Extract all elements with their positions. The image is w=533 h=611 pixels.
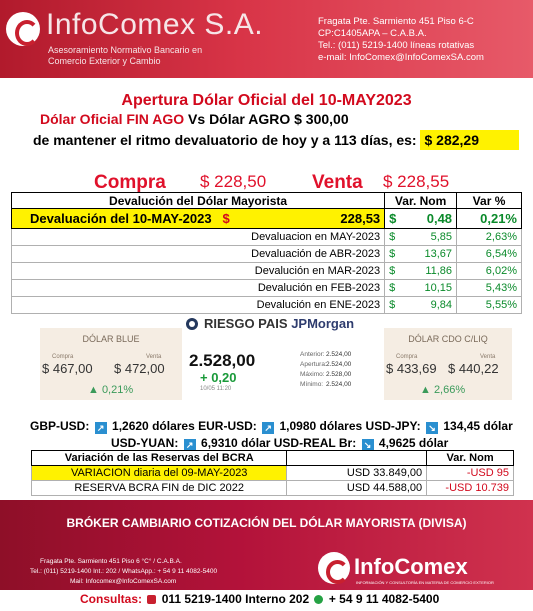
currency-sign: $	[389, 248, 396, 260]
footer-banner	[0, 500, 533, 590]
gbp-label: GBP-USD:	[30, 419, 90, 433]
riesgo-pais-title: RIESGO PAIS	[204, 316, 288, 331]
whatsapp-icon	[314, 595, 323, 604]
arrow-up-icon: ↗	[184, 439, 196, 451]
table-cell-var: -USD 10.739	[427, 481, 514, 496]
riesgo-pais-change: + 0,20	[200, 370, 237, 385]
table-cell-value: USD 44.588,00	[287, 481, 427, 496]
projection-text: de mantener el ritmo devaluatorio de hoy y a 113 días, es:	[33, 132, 421, 148]
arrow-down-icon: ↘	[426, 422, 438, 434]
table-cell-label: Devalución en FEB-2023	[12, 280, 385, 297]
nom-value: 0,48	[426, 211, 453, 226]
stat-label: Apertura:	[300, 361, 327, 368]
ccl-change: ▲ 2,66%	[420, 384, 466, 396]
table-cell-nom	[385, 280, 457, 297]
stat-value: 2.524,00	[326, 361, 352, 368]
jpmorgan-label: JPMorgan	[291, 316, 355, 331]
table-row	[12, 246, 522, 263]
table-cell-label: Devalución en ENE-2023	[12, 297, 385, 314]
table-cell-label: Devaluación de ABR-2023	[12, 246, 385, 263]
table-cell-label: Devalución en MAR-2023	[12, 263, 385, 280]
jpy-value: 134,45 dólar	[443, 419, 513, 433]
headline-projection	[33, 132, 519, 148]
column-header: Var. Nom	[385, 193, 457, 209]
headline-fin-ago	[40, 111, 349, 127]
contact-whatsapp[interactable]: + 54 9 11 4082-5400	[328, 592, 440, 606]
footer-brand: InfoComex	[354, 554, 468, 579]
highlight-currency: $	[222, 211, 230, 226]
ccl-venta-label: Venta	[480, 354, 496, 360]
column-header-empty	[287, 451, 427, 466]
column-header: Var %	[457, 193, 522, 209]
stat-value: 2.528,00	[326, 371, 352, 378]
brand-tagline: Asesoramiento Normativo Bancario en Comercio Exterior y Cambio	[48, 45, 203, 66]
table-cell-label: RESERVA BCRA FIN de DIC 2022	[32, 481, 287, 496]
table-row	[12, 263, 522, 280]
gbp-value: 1,2620 dólares	[112, 419, 195, 433]
compra-label: Compra	[94, 172, 166, 193]
ccl-venta-value: $ 440,22	[448, 361, 499, 376]
table-cell-value: USD 33.849,00	[287, 466, 427, 481]
blue-venta-label: Venta	[146, 354, 162, 360]
phone-icon	[147, 595, 156, 604]
table-cell-pct: 6,54%	[457, 246, 522, 263]
address-line: Tel.: (011) 5219-1400 líneas rotativas	[318, 40, 475, 51]
nom-value: 5,85	[430, 231, 453, 243]
header-banner	[0, 0, 533, 78]
arrow-up-icon: ↗	[262, 422, 274, 434]
column-header: Var. Nom	[427, 451, 514, 466]
agro-label: Vs Dólar AGRO $ 300,00	[184, 111, 349, 127]
blue-venta-value: $ 472,00	[114, 361, 165, 376]
column-header: Variación de las Reservas del BCRA	[32, 451, 287, 466]
currency-sign: $	[389, 211, 397, 226]
page-title: Apertura Dólar Oficial del 10-MAY2023	[121, 92, 412, 109]
riesgo-pais-time: 10/05 11:20	[200, 386, 232, 392]
stat-label: Mínimo:	[300, 381, 324, 388]
nom-value: 9,84	[430, 299, 453, 311]
contact-phone[interactable]: 011 5219-1400 Interno 202	[161, 592, 310, 606]
address-line: CP:C1405APA – C.A.B.A.	[318, 28, 427, 39]
dolar-ccl-title: DÓLAR CDO C/LIQ	[408, 334, 488, 344]
table-cell-pct: 0,21%	[457, 209, 522, 229]
stat-label: Anterior:	[300, 351, 325, 358]
currency-sign: $	[389, 231, 396, 243]
infocomex-logo-icon	[318, 552, 350, 584]
footer-title: BRÓKER CAMBIARIO COTIZACIÓN DEL DÓLAR MAYORISTA (DIVISA)	[66, 516, 467, 530]
table-cell-label: Devaluacion en MAY-2023	[12, 229, 385, 246]
highlight-row	[12, 209, 522, 229]
table-cell-pct: 5,43%	[457, 280, 522, 297]
dolar-blue-title: DÓLAR BLUE	[82, 334, 140, 344]
header-address	[318, 16, 484, 64]
compra-value: $ 228,50	[200, 172, 267, 191]
arrow-up-icon: ↗	[95, 422, 107, 434]
table-cell-label	[12, 209, 385, 229]
dolar-blue-card[interactable]	[40, 328, 182, 400]
table-cell-nom	[385, 229, 457, 246]
riesgo-pais-icon	[186, 318, 198, 330]
devaluation-table	[11, 192, 522, 314]
dolar-ccl-card[interactable]	[384, 328, 512, 400]
footer-phone: Tel.: (011) 5219-1400 Int.: 202 / WhatsApp.: + 54 9 11 4082-5400	[30, 568, 218, 575]
highlight-label: Devaluación del 10-MAY-2023	[30, 211, 212, 226]
table-row	[32, 481, 514, 496]
table-cell-nom	[385, 209, 457, 229]
ccl-compra-label: Compra	[396, 354, 418, 360]
table-row	[12, 297, 522, 314]
eur-value: 1,0980 dólares	[279, 419, 363, 433]
footer-address: Fragata Pte. Sarmiento 451 Piso 6 °C° / C.A.B.A.	[40, 558, 182, 565]
table-row	[12, 280, 522, 297]
real-label: USD-REAL Br:	[273, 436, 357, 450]
table-header-row	[12, 193, 522, 209]
reserves-table	[31, 450, 514, 496]
stat-value: 2.524,00	[326, 351, 352, 358]
table-cell-nom	[385, 263, 457, 280]
stat-value: 2.524,00	[326, 381, 352, 388]
footer-sub: INFORMACIÓN Y CONSULTORÍA EN MATERIA DE COMERCIO EXTERIOR	[356, 580, 494, 585]
riesgo-pais-value: 2.528,00	[189, 351, 256, 370]
column-header: Devalución del Dólar Mayorista	[12, 193, 385, 209]
table-cell-pct: 6,02%	[457, 263, 522, 280]
yuan-value: 6,9310 dólar	[201, 436, 271, 450]
currency-sign: $	[389, 282, 396, 294]
riesgo-pais-header	[204, 316, 354, 331]
address-line[interactable]: e-mail: InfoComex@InfoComexSA.com	[318, 52, 484, 63]
table-row	[32, 466, 514, 481]
ccl-compra-value: $ 433,69	[386, 361, 437, 376]
contact-label: Consultas:	[80, 592, 143, 606]
footer-mail[interactable]: Mail: Infocomex@InfoComexSA.com	[70, 578, 177, 585]
venta-label: Venta	[312, 172, 363, 193]
arrow-down-icon: ↘	[362, 439, 374, 451]
table-cell-label: VARIACION diaria del 09-MAY-2023	[32, 466, 287, 481]
blue-change: ▲ 0,21%	[88, 384, 134, 396]
fin-ago-label: Dólar Oficial FIN AGO	[40, 111, 185, 127]
currency-sign: $	[389, 265, 396, 277]
contact-line	[80, 592, 439, 606]
table-row	[12, 229, 522, 246]
table-header-row	[32, 451, 514, 466]
table-cell-var: -USD 95	[427, 466, 514, 481]
table-cell-nom	[385, 297, 457, 314]
stat-label: Máximo:	[300, 371, 325, 378]
nom-value: 13,67	[424, 248, 453, 260]
projection-value: $ 282,29	[420, 130, 519, 150]
nom-value: 10,15	[424, 282, 453, 294]
table-cell-pct: 5,55%	[457, 297, 522, 314]
table-cell-pct: 2,63%	[457, 229, 522, 246]
highlight-rate: 228,53	[340, 211, 381, 226]
infocomex-logo-icon	[6, 12, 40, 46]
yuan-label: USD-YUAN:	[111, 436, 179, 450]
nom-value: 11,86	[425, 265, 453, 277]
fx-line-1	[30, 419, 513, 434]
real-value: 4,9625 dólar	[378, 436, 449, 450]
jpy-label: USD-JPY:	[365, 419, 421, 433]
fx-line-2	[111, 436, 448, 451]
blue-compra-value: $ 467,00	[42, 361, 93, 376]
table-cell-nom	[385, 246, 457, 263]
eur-label: EUR-USD:	[198, 419, 257, 433]
brand-name: InfoComex S.A.	[46, 8, 264, 41]
venta-value: $ 228,55	[383, 172, 450, 191]
blue-compra-label: Compra	[52, 354, 74, 360]
currency-sign: $	[389, 299, 396, 311]
address-line: Fragata Pte. Sarmiento 451 Piso 6-C	[318, 16, 474, 27]
